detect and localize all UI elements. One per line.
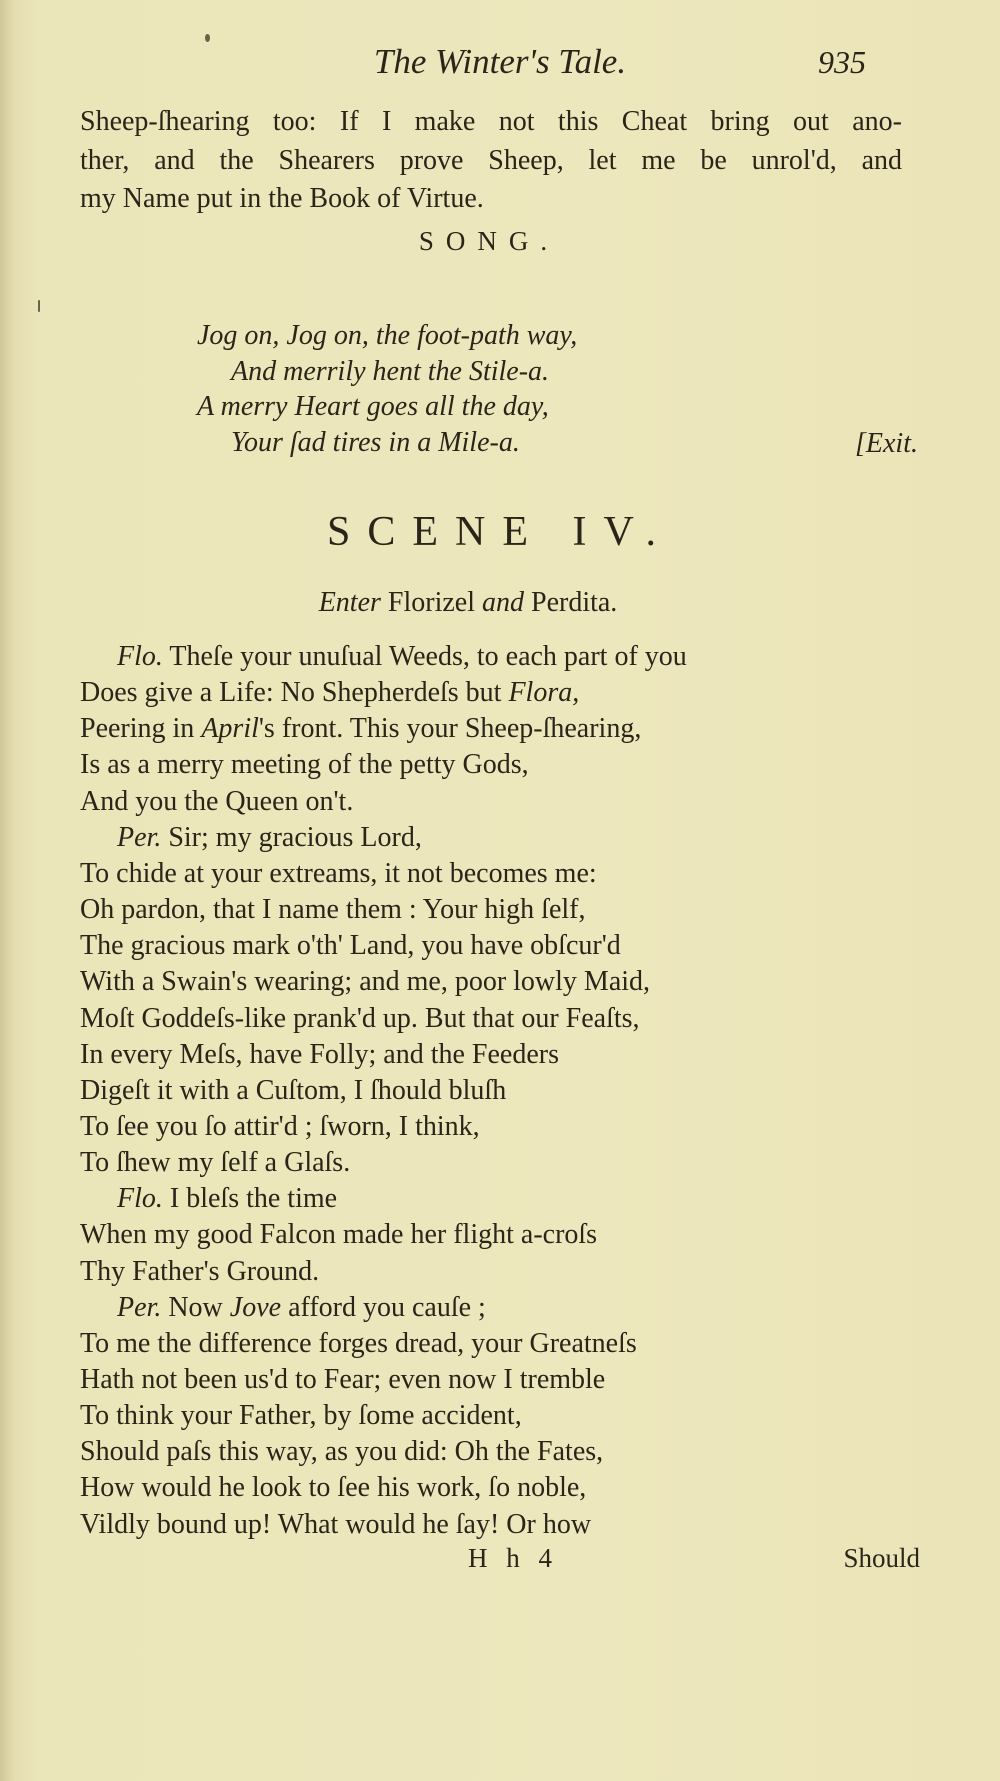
text-run: The gracious mark o'th' Land, you have obſcur'd bbox=[80, 930, 621, 962]
stage-direction-enter bbox=[0, 589, 936, 617]
exit-direction: [Exit. bbox=[855, 428, 918, 459]
ink-speck bbox=[205, 34, 210, 42]
verse-line bbox=[80, 1038, 559, 1070]
text-run: my Name put in the Book of Virtue. bbox=[80, 183, 484, 215]
verse-line bbox=[80, 679, 579, 707]
italic-text: April bbox=[201, 713, 259, 745]
text-run: ther, and the Shearers prove Sheep, let me be unrol'd, and bbox=[80, 144, 902, 176]
text-run: Hath not been us'd to Fear; even now I tremble bbox=[80, 1364, 606, 1395]
text-run: Moſt Goddeſs-like prank'd up. But that our Feaſts, bbox=[80, 1002, 640, 1034]
text-run: When my good Falcon made her flight a-croſs bbox=[80, 1219, 598, 1251]
text-run: Digeſt it with a Cuſtom, I ſhould bluſh bbox=[80, 1074, 507, 1106]
verse-line bbox=[80, 1002, 640, 1034]
verse-line bbox=[80, 1327, 637, 1359]
text-run: 's front. This your Sheep-ſhearing, bbox=[258, 713, 642, 745]
italic-text: Per. bbox=[117, 1291, 162, 1323]
text-run: To ſhew my ſelf a Glaſs. bbox=[80, 1147, 351, 1179]
verse-line bbox=[80, 785, 354, 817]
verse-line bbox=[80, 751, 529, 779]
text-run: How would he look to ſee his work, ſo noble, bbox=[80, 1472, 587, 1504]
text-run: Vildly bound up! What would he ſay! Or how bbox=[80, 1508, 592, 1540]
speech-start-line bbox=[117, 1291, 486, 1323]
prose-line bbox=[80, 108, 902, 136]
text-run: To ſee you ſo attir'd ; ſworn, I think, bbox=[80, 1110, 480, 1142]
running-title: The Winter's Tale. bbox=[373, 42, 627, 81]
text-run: Sir; my gracious Lord, bbox=[161, 821, 422, 853]
verse-line bbox=[80, 1255, 320, 1287]
text-run: Perdita. bbox=[524, 587, 618, 618]
text-run: Should paſs this way, as you did: Oh the Fates, bbox=[80, 1436, 604, 1468]
song-line: A merry Heart goes all the day, bbox=[197, 391, 549, 422]
prose-line bbox=[80, 185, 484, 213]
text-run: I bleſs the time bbox=[162, 1183, 338, 1215]
page-number: 935 bbox=[818, 44, 866, 80]
verse-line bbox=[80, 1149, 350, 1177]
song-heading: SONG. bbox=[418, 226, 560, 256]
verse-line bbox=[80, 857, 597, 889]
verse-line bbox=[80, 968, 650, 996]
text-run: In every Meſs, have Folly; and the Feeders bbox=[80, 1038, 559, 1070]
ink-speck bbox=[38, 300, 40, 312]
verse-line bbox=[80, 1474, 586, 1502]
italic-text: Per. bbox=[117, 821, 162, 853]
verse-line bbox=[80, 1110, 480, 1142]
verse-line bbox=[80, 1402, 522, 1430]
verse-line bbox=[80, 715, 641, 743]
text-run: And you the Queen on't. bbox=[80, 785, 354, 817]
text-run: Is as a merry meeting of the petty Gods, bbox=[80, 749, 529, 781]
verse-line bbox=[80, 1508, 592, 1540]
italic-text: and bbox=[482, 587, 524, 618]
text-run: Now bbox=[161, 1291, 230, 1323]
verse-line bbox=[80, 1438, 603, 1466]
verse-line bbox=[80, 1221, 597, 1249]
verse-line bbox=[80, 1366, 605, 1394]
text-run: Theſe your unuſual Weeds, to each part of you bbox=[162, 641, 687, 672]
catchword: Should bbox=[843, 1543, 920, 1573]
prose-line bbox=[80, 144, 902, 176]
italic-text: Jove bbox=[229, 1291, 282, 1323]
speech-start-line bbox=[117, 1185, 337, 1213]
text-run: Oh pardon, that I name them : Your high ſelf, bbox=[80, 894, 586, 926]
text-run: Florizel bbox=[380, 587, 482, 618]
text-run: To think your Father, by ſome accident, bbox=[80, 1400, 522, 1432]
song-line: And merrily hent the Stile-a. bbox=[231, 355, 550, 387]
text-run: To chide at your extreams, it not becomes me: bbox=[80, 857, 597, 889]
text-run: Sheep-ſhearing too: If I make not this Cheat bring out ano- bbox=[80, 106, 902, 137]
text-run: Peering in bbox=[80, 713, 202, 745]
signature-mark: H h 4 bbox=[468, 1543, 558, 1573]
italic-text: Flora, bbox=[508, 677, 580, 709]
speech-start-line bbox=[117, 821, 422, 853]
verse-line bbox=[80, 1074, 507, 1106]
italic-text: Flo. bbox=[117, 641, 163, 672]
scene-heading: SCENE IV. bbox=[327, 509, 673, 555]
italic-text: Flo. bbox=[117, 1183, 163, 1215]
verse-line bbox=[80, 896, 585, 924]
text-run: To me the difference forges dread, your Greatneſs bbox=[80, 1327, 637, 1359]
verse-line bbox=[80, 932, 621, 960]
song-line: Your ſad tires in a Mile-a. bbox=[231, 426, 520, 458]
text-run: Thy Father's Ground. bbox=[80, 1255, 320, 1287]
speech-start-line bbox=[117, 643, 687, 671]
text-run: Does give a Life: No Shepherdeſs but bbox=[80, 677, 509, 709]
italic-text: Enter bbox=[318, 587, 381, 618]
text-run: With a Swain's wearing; and me, poor lowly Maid, bbox=[80, 966, 651, 998]
text-run: afford you cauſe ; bbox=[281, 1291, 486, 1323]
song-line: Jog on, Jog on, the foot-path way, bbox=[197, 320, 578, 351]
